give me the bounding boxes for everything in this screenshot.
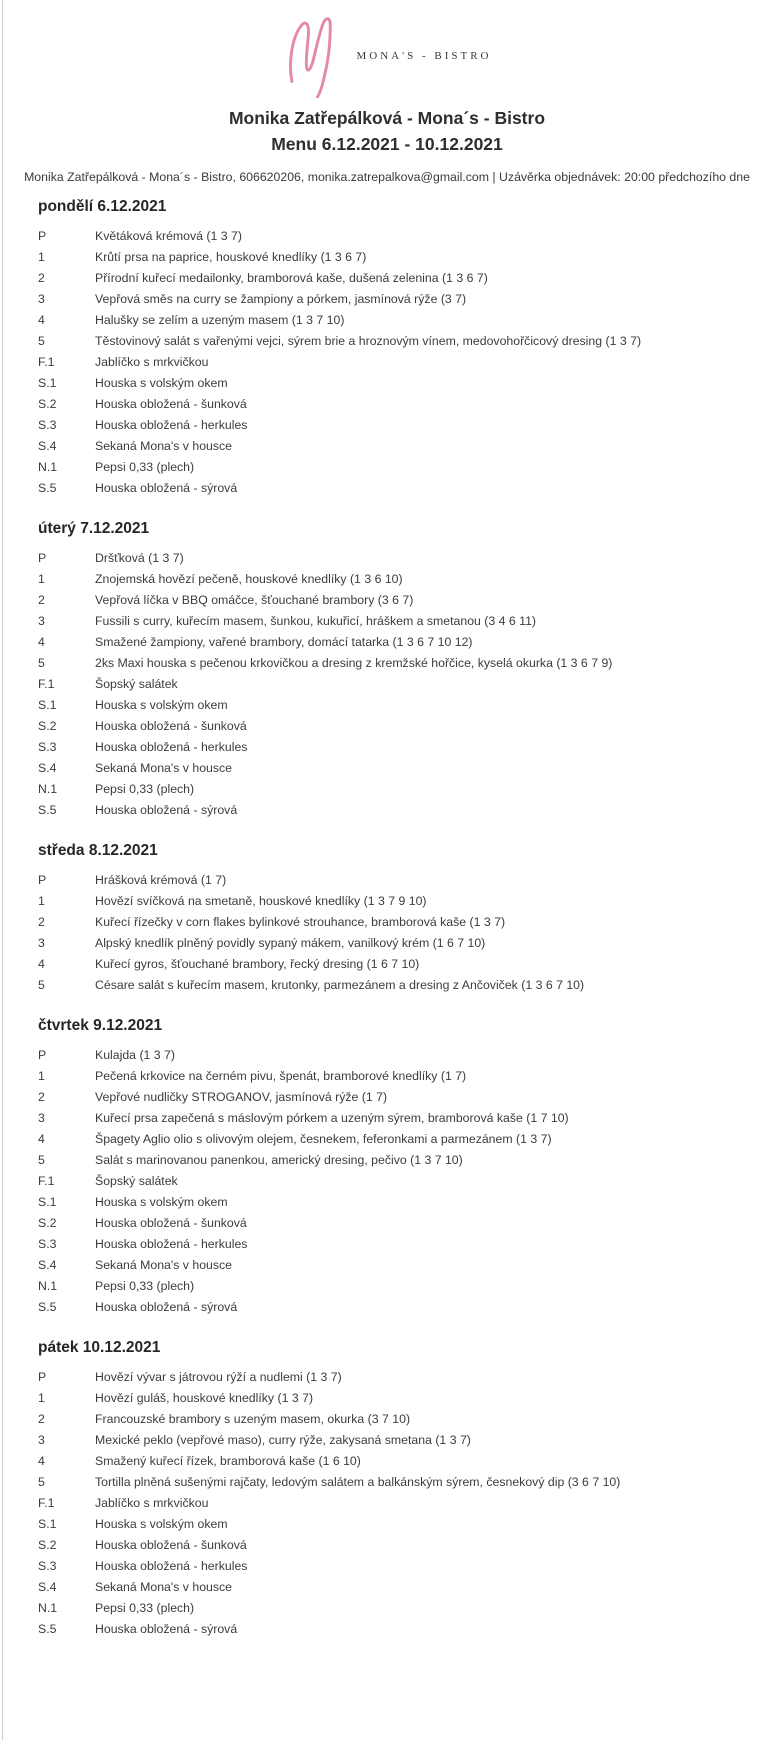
menu-item-row <box>38 716 754 737</box>
item-code: N.1 <box>38 1279 58 1293</box>
item-name: Alpský knedlík plněný povidly sypaný mákem, vanilkový krém (1 6 7 10) <box>95 936 486 950</box>
item-name: Houska obložená - herkules <box>95 1559 248 1573</box>
item-code: P <box>38 1048 47 1062</box>
menu-item-row <box>38 268 754 289</box>
item-name: Vepřová směs na curry se žampiony a pórkem, jasmínová rýže (3 7) <box>95 292 467 306</box>
item-code: 3 <box>38 292 45 306</box>
item-name: Halušky se zelím a uzeným masem (1 3 7 10) <box>95 313 345 327</box>
menu-item-row <box>38 394 754 415</box>
item-code: 3 <box>38 936 45 950</box>
item-code: 5 <box>38 656 45 670</box>
item-name: Kuřecí prsa zapečená s máslovým pórkem a uzeným sýrem, bramborová kaše (1 7 10) <box>95 1111 569 1125</box>
item-name: Hovězí svíčková na smetaně, houskové knedlíky (1 3 7 9 10) <box>95 894 427 908</box>
item-name: Houska obložená - sýrová <box>95 1300 238 1314</box>
item-name: Houska obložená - šunková <box>95 719 247 733</box>
menu-item-row <box>38 695 754 716</box>
menu-item-row <box>38 1150 754 1171</box>
item-name: Hovězí vývar s játrovou rýží a nudlemi (1 3 7) <box>95 1370 342 1384</box>
menu-item-row <box>38 1472 754 1493</box>
menu-item-row <box>38 226 754 247</box>
menu-item-row <box>38 569 754 590</box>
item-code: S.5 <box>38 803 57 817</box>
item-code: S.2 <box>38 397 57 411</box>
item-name: Mexické peklo (vepřové maso), curry rýže, zakysaná smetana (1 3 7) <box>95 1433 471 1447</box>
item-name: Houska s volským okem <box>95 1517 228 1531</box>
item-code: S.5 <box>38 1300 57 1314</box>
day-rows <box>38 1367 754 1640</box>
item-name: Kuřecí řízečky v corn flakes bylinkové strouhance, bramborová kaše (1 3 7) <box>95 915 506 929</box>
item-code: P <box>38 1370 47 1384</box>
day-section <box>38 198 754 499</box>
menu-item-row <box>38 653 754 674</box>
item-name: Houska s volským okem <box>95 376 228 390</box>
menu-item-row <box>38 1409 754 1430</box>
item-name: Houska obložená - herkules <box>95 1237 248 1251</box>
item-code: S.1 <box>38 1517 57 1531</box>
menu-item-row <box>38 373 754 394</box>
menu-item-row <box>38 1066 754 1087</box>
item-code: S.2 <box>38 1538 57 1552</box>
menu-item-row <box>38 1388 754 1409</box>
day-section <box>38 520 754 821</box>
menu-item-row <box>38 478 754 499</box>
contact-line: Monika Zatřepálková - Mona´s - Bistro, 606620206, monika.zatrepalkova@gmail.com | Uzávěrka objednávek: 20:00 předchozího dne <box>24 170 750 184</box>
item-code: S.2 <box>38 1216 57 1230</box>
item-name: Pepsi 0,33 (plech) <box>95 1601 195 1615</box>
item-name: Houska obložená - sýrová <box>95 481 238 495</box>
menu-item-row <box>38 1493 754 1514</box>
item-code: S.1 <box>38 698 57 712</box>
menu-item-row <box>38 1234 754 1255</box>
menu-item-row <box>38 1087 754 1108</box>
item-code: S.2 <box>38 719 57 733</box>
item-name: Houska obložená - herkules <box>95 418 248 432</box>
menu-item-row <box>38 457 754 478</box>
item-name: Přírodní kuřecí medailonky, bramborová kaše, dušená zelenina (1 3 6 7) <box>95 271 488 285</box>
item-name: Smažené žampiony, vařené brambory, domácí tatarka (1 3 6 7 10 12) <box>95 635 473 649</box>
page-edge-line <box>2 0 3 1740</box>
day-header: pátek 10.12.2021 <box>38 1339 161 1356</box>
item-name: Šopský salátek <box>95 677 178 691</box>
menu-item-row <box>38 289 754 310</box>
item-name: Césare salát s kuřecím masem, krutonky, parmezánem a dresing z Ančoviček (1 3 6 7 10) <box>95 978 585 992</box>
item-code: F.1 <box>38 677 55 691</box>
item-code: S.4 <box>38 761 57 775</box>
item-code: 5 <box>38 1475 45 1489</box>
menu-item-row <box>38 436 754 457</box>
item-name: Dršťková (1 3 7) <box>95 551 184 565</box>
menu-item-row <box>38 1598 754 1619</box>
menu-item-row <box>38 1192 754 1213</box>
item-name: Znojemská hovězí pečeně, houskové knedlíky (1 3 6 10) <box>95 572 403 586</box>
item-code: P <box>38 551 47 565</box>
menu-item-row <box>38 1297 754 1318</box>
menu-item-row <box>38 1171 754 1192</box>
menu-item-row <box>38 674 754 695</box>
item-code: N.1 <box>38 460 58 474</box>
item-name: Salát s marinovanou panenkou, americký dresing, pečivo (1 3 7 10) <box>95 1153 463 1167</box>
item-code: 4 <box>38 1132 45 1146</box>
item-code: S.3 <box>38 1559 57 1573</box>
item-name: Jablíčko s mrkvičkou <box>95 1496 209 1510</box>
menu-item-row <box>38 247 754 268</box>
item-code: 2 <box>38 593 45 607</box>
logo-m-icon <box>283 14 341 98</box>
menu-item-row <box>38 1255 754 1276</box>
menu-item-row <box>38 954 754 975</box>
menu-item-row <box>38 1619 754 1640</box>
item-code: S.5 <box>38 1622 57 1636</box>
day-rows <box>38 226 754 499</box>
menu-item-row <box>38 1045 754 1066</box>
item-code: S.4 <box>38 439 57 453</box>
day-rows <box>38 1045 754 1318</box>
item-code: S.4 <box>38 1580 57 1594</box>
day-header: čtvrtek 9.12.2021 <box>38 1017 163 1034</box>
day-header: středa 8.12.2021 <box>38 842 158 859</box>
item-code: 4 <box>38 635 45 649</box>
item-name: Smažený kuřecí řízek, bramborová kaše (1 6 10) <box>95 1454 361 1468</box>
item-code: S.1 <box>38 1195 57 1209</box>
menu-item-row <box>38 632 754 653</box>
menu-item-row <box>38 912 754 933</box>
item-code: 5 <box>38 334 45 348</box>
item-code: 4 <box>38 957 45 971</box>
page-title: Monika Zatřepálková - Mona´s - Bistro <box>228 108 546 128</box>
item-name: Sekaná Mona's v housce <box>95 1580 233 1594</box>
menu-item-row <box>38 870 754 891</box>
menu-item-row <box>38 1213 754 1234</box>
logo <box>0 12 774 100</box>
menu-item-row <box>38 310 754 331</box>
item-name: Pepsi 0,33 (plech) <box>95 782 195 796</box>
item-code: 3 <box>38 614 45 628</box>
item-code: P <box>38 873 47 887</box>
menu-item-row <box>38 611 754 632</box>
item-code: 5 <box>38 978 45 992</box>
item-code: S.5 <box>38 481 57 495</box>
item-name: Sekaná Mona's v housce <box>95 1258 233 1272</box>
item-code: F.1 <box>38 355 55 369</box>
item-name: Špagety Aglio olio s olivovým olejem, česnekem, feferonkami a parmezánem (1 3 7) <box>95 1132 552 1146</box>
item-name: Houska s volským okem <box>95 1195 228 1209</box>
item-code: P <box>38 229 47 243</box>
item-code: 1 <box>38 1069 45 1083</box>
item-code: 2 <box>38 1412 45 1426</box>
item-name: Houska obložená - šunková <box>95 1538 247 1552</box>
logo-brand-text: MONA'S - BISTRO <box>356 50 492 62</box>
item-code: N.1 <box>38 1601 58 1615</box>
day-header: úterý 7.12.2021 <box>38 520 150 537</box>
item-name: Vepřové nudličky STROGANOV, jasmínová rýže (1 7) <box>95 1090 388 1104</box>
menu-item-row <box>38 415 754 436</box>
menu-item-row <box>38 1556 754 1577</box>
menu-item-row <box>38 779 754 800</box>
item-name: Sekaná Mona's v housce <box>95 439 233 453</box>
item-name: Pečená krkovice na černém pivu, špenát, bramborové knedlíky (1 7) <box>95 1069 467 1083</box>
item-name: Pepsi 0,33 (plech) <box>95 1279 195 1293</box>
item-code: 3 <box>38 1433 45 1447</box>
day-rows <box>38 548 754 821</box>
menu-item-row <box>38 548 754 569</box>
menu-item-row <box>38 1276 754 1297</box>
item-name: Houska obložená - sýrová <box>95 803 238 817</box>
day-rows <box>38 870 754 996</box>
menu-item-row <box>38 933 754 954</box>
item-name: Francouzské brambory s uzeným masem, okurka (3 7 10) <box>95 1412 411 1426</box>
day-section <box>38 1339 754 1640</box>
menu-item-row <box>38 758 754 779</box>
item-code: 5 <box>38 1153 45 1167</box>
item-name: Jablíčko s mrkvičkou <box>95 355 209 369</box>
item-name: Houska s volským okem <box>95 698 228 712</box>
item-name: Šopský salátek <box>95 1174 178 1188</box>
item-name: Tortilla plněná sušenými rajčaty, ledovým salátem a balkánským sýrem, česnekový dip (3 6 7 10) <box>95 1475 621 1489</box>
menu-item-row <box>38 1108 754 1129</box>
menu-item-row <box>38 1514 754 1535</box>
menu-item-row <box>38 1430 754 1451</box>
day-header: pondělí 6.12.2021 <box>38 198 167 215</box>
item-name: Kulajda (1 3 7) <box>95 1048 175 1062</box>
item-code: F.1 <box>38 1174 55 1188</box>
item-code: 4 <box>38 313 45 327</box>
item-name: Houska obložená - šunková <box>95 1216 247 1230</box>
item-code: N.1 <box>38 782 58 796</box>
item-code: 1 <box>38 1391 45 1405</box>
menu-date-range: Menu 6.12.2021 - 10.12.2021 <box>271 134 503 154</box>
item-name: Fussili s curry, kuřecím masem, šunkou, kukuřicí, hráškem a smetanou (3 4 6 11) <box>95 614 537 628</box>
item-code: 1 <box>38 250 45 264</box>
item-name: Vepřová líčka v BBQ omáčce, šťouchané brambory (3 6 7) <box>95 593 414 607</box>
item-name: Hovězí guláš, houskové knedlíky (1 3 7) <box>95 1391 314 1405</box>
day-section <box>38 1017 754 1318</box>
item-code: S.3 <box>38 1237 57 1251</box>
item-code: 2 <box>38 1090 45 1104</box>
menu-days <box>0 184 774 1640</box>
item-code: S.3 <box>38 740 57 754</box>
menu-item-row <box>38 737 754 758</box>
item-name: Pepsi 0,33 (plech) <box>95 460 195 474</box>
item-name: Houska obložená - sýrová <box>95 1622 238 1636</box>
item-code: S.4 <box>38 1258 57 1272</box>
item-code: 1 <box>38 572 45 586</box>
menu-item-row <box>38 1535 754 1556</box>
item-name: Sekaná Mona's v housce <box>95 761 233 775</box>
menu-item-row <box>38 1367 754 1388</box>
item-code: 4 <box>38 1454 45 1468</box>
item-name: Houska obložená - šunková <box>95 397 247 411</box>
item-name: Těstovinový salát s vařenými vejci, sýrem brie a hroznovým vínem, medovohořčicový dresing (1 3 7) <box>95 334 642 348</box>
item-code: S.1 <box>38 376 57 390</box>
item-name: Hrášková krémová (1 7) <box>95 873 227 887</box>
item-name: Krůtí prsa na paprice, houskové knedlíky (1 3 6 7) <box>95 250 367 264</box>
item-name: Houska obložená - herkules <box>95 740 248 754</box>
menu-item-row <box>38 891 754 912</box>
item-name: Květáková krémová (1 3 7) <box>95 229 242 243</box>
menu-item-row <box>38 975 754 996</box>
item-code: F.1 <box>38 1496 55 1510</box>
page-header <box>0 0 774 184</box>
item-code: S.3 <box>38 418 57 432</box>
menu-item-row <box>38 1451 754 1472</box>
day-section <box>38 842 754 996</box>
item-code: 1 <box>38 894 45 908</box>
menu-item-row <box>38 331 754 352</box>
menu-item-row <box>38 1129 754 1150</box>
item-name: 2ks Maxi houska s pečenou krkovičkou a dresing z kremžské hořčice, kyselá okurka (1 3 6 7 9) <box>95 656 613 670</box>
menu-item-row <box>38 352 754 373</box>
item-code: 3 <box>38 1111 45 1125</box>
menu-item-row <box>38 1577 754 1598</box>
menu-item-row <box>38 590 754 611</box>
item-name: Kuřecí gyros, šťouchané brambory, řecký dresing (1 6 7 10) <box>95 957 420 971</box>
menu-item-row <box>38 800 754 821</box>
item-code: 2 <box>38 271 45 285</box>
item-code: 2 <box>38 915 45 929</box>
